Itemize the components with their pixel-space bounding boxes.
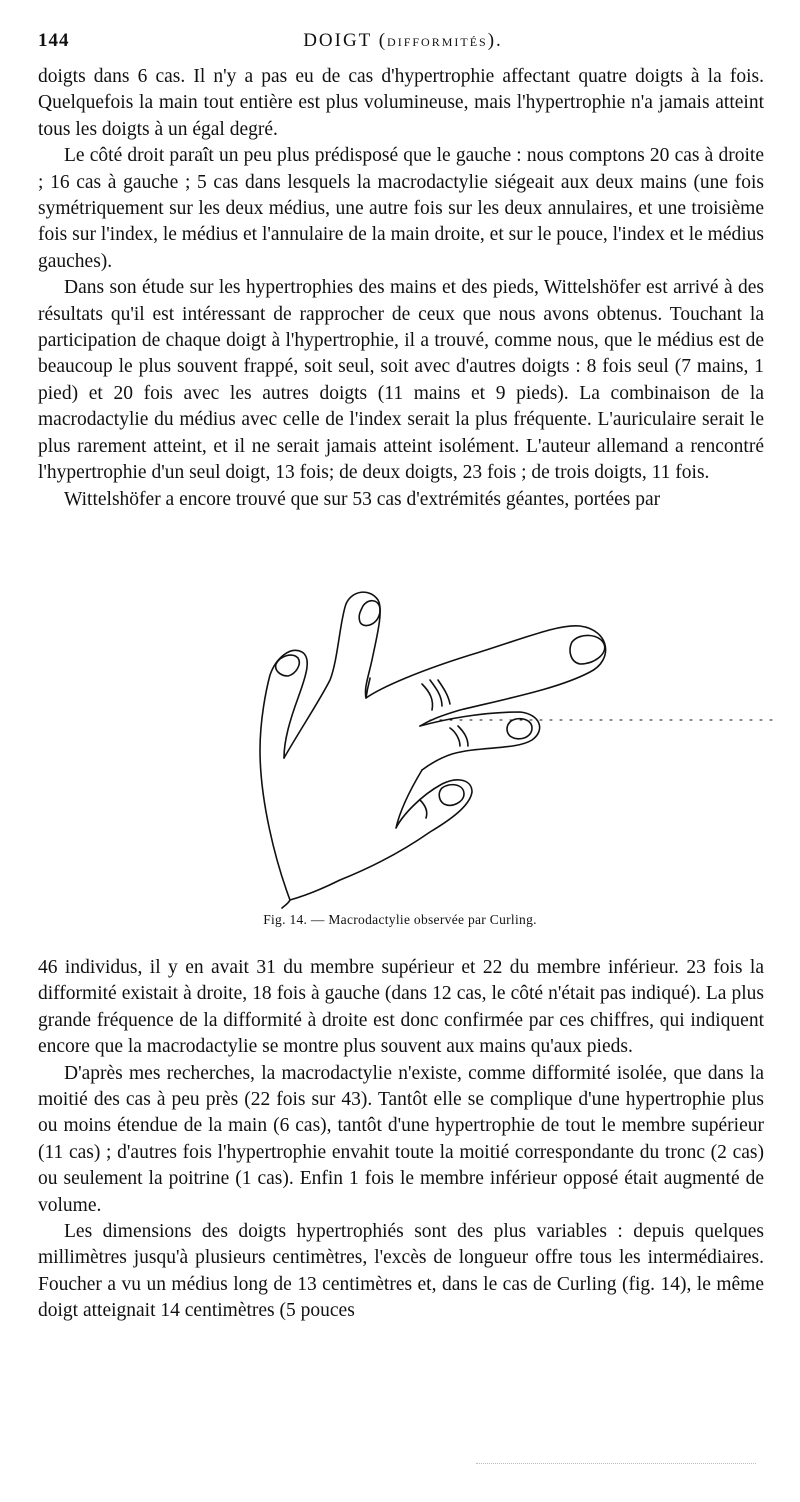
paragraph: Dans son étude sur les hypertrophies des mains et des pieds, Wittelshöfer est arrivé à des résultats qu'il est intéressant de rapprocher de ceux que nous avons obtenus. Touchant la participation de chaque doigt à l'hypertrophie, il a trouvé, comme nous, que le médius est de beaucoup le plus souvent frappé, soit seul, soit avec d'autres doigts : 8 fois seul (7 mains, 1 pied) et 20 fois avec les autres doigts (11 mains et 9 pieds). La combinaison de la macrodactylie du médius avec celle de l'index serait la plus fréquente. L'auriculaire serait le plus rarement atteint, et il ne serait jamais atteint isolément. L'auteur allemand a rencontré l'hypertrophie d'un seul doigt, 13 fois; de deux doigts, 23 fois ; de trois doigts, 11 fois. bbox=[38, 277, 764, 484]
figure-caption: Fig. 14. — Macrodactylie observée par Curling. bbox=[263, 912, 537, 927]
footer-rule bbox=[476, 1463, 756, 1466]
text-block-top bbox=[38, 64, 764, 513]
text-block-bottom bbox=[38, 955, 764, 1325]
paragraph: Les dimensions des doigts hypertrophiés sont des plus variables : depuis quelques millimètres jusqu'à plusieurs centimètres, l'excès de longueur offre tous les intermédiaires. Foucher a vu un médius long de 13 centimètres et, dans le cas de Curling (fig. 14), le même doigt atteignait 14 centimètres (5 pouces bbox=[38, 1221, 764, 1322]
running-head bbox=[38, 30, 768, 52]
page-number: 144 bbox=[38, 30, 70, 51]
paragraph: 46 individus, il y en avait 31 du membre supérieur et 22 du membre inférieur. 23 fois la difformité existait à droite, 18 fois à gauche (dans 12 cas, le côté n'était pas indiqué). La plus grande fréquence de la difformité à droite est donc confirmée par ces chiffres, qui indiquent encore que la macrodactylie se montre plus souvent aux mains qu'aux pieds. bbox=[38, 957, 764, 1058]
page-header bbox=[38, 30, 768, 60]
paragraph: D'après mes recherches, la macrodactylie n'existe, comme difformité isolée, que dans la moitié des cas à peu près (22 fois sur 43). Tantôt elle se complique d'une hypertrophie plus ou moins étendue de la main (6 cas), tantôt d'une hypertrophie de tout le membre supérieur (11 cas) ; d'autres fois l'hypertrophie envahit toute la moitié correspondante du tronc (2 cas) ou seulement la poitrine (1 cas). Enfin 1 fois le membre inférieur opposé était augmenté de volume. bbox=[38, 1062, 764, 1216]
hand-drawing bbox=[180, 580, 780, 910]
running-head-close: ). bbox=[487, 30, 503, 51]
running-head-open: ( bbox=[371, 30, 388, 51]
paragraph: doigts dans 6 cas. Il n'y a pas eu de cas d'hypertrophie affectant quatre doigts à la fois. Quelquefois la main tout entière est plus volumineuse, mais l'hypertrophie n'a jamais atteint tous les doigts à un égal degré. bbox=[38, 66, 764, 140]
running-head-subtitle: DIFFORMITÉS bbox=[387, 35, 488, 49]
paragraph: Le côté droit paraît un peu plus prédisposé que le gauche : nous comptons 20 cas à droite ; 16 cas à gauche ; 5 cas dans lesquels la macrodactylie siégeait aux deux mains (une fois symétriquement sur les deux médius, une autre fois sur les deux annulaires, et une troisième fois sur l'index, le médius et l'annulaire de la main droite, et sur le pouce, l'index et le médius gauches). bbox=[38, 145, 764, 272]
running-head-title: DOIGT bbox=[303, 30, 372, 51]
hand-illustration bbox=[180, 580, 780, 910]
paragraph: Wittelshöfer a encore trouvé que sur 53 cas d'extrémités géantes, portées par bbox=[64, 488, 661, 510]
